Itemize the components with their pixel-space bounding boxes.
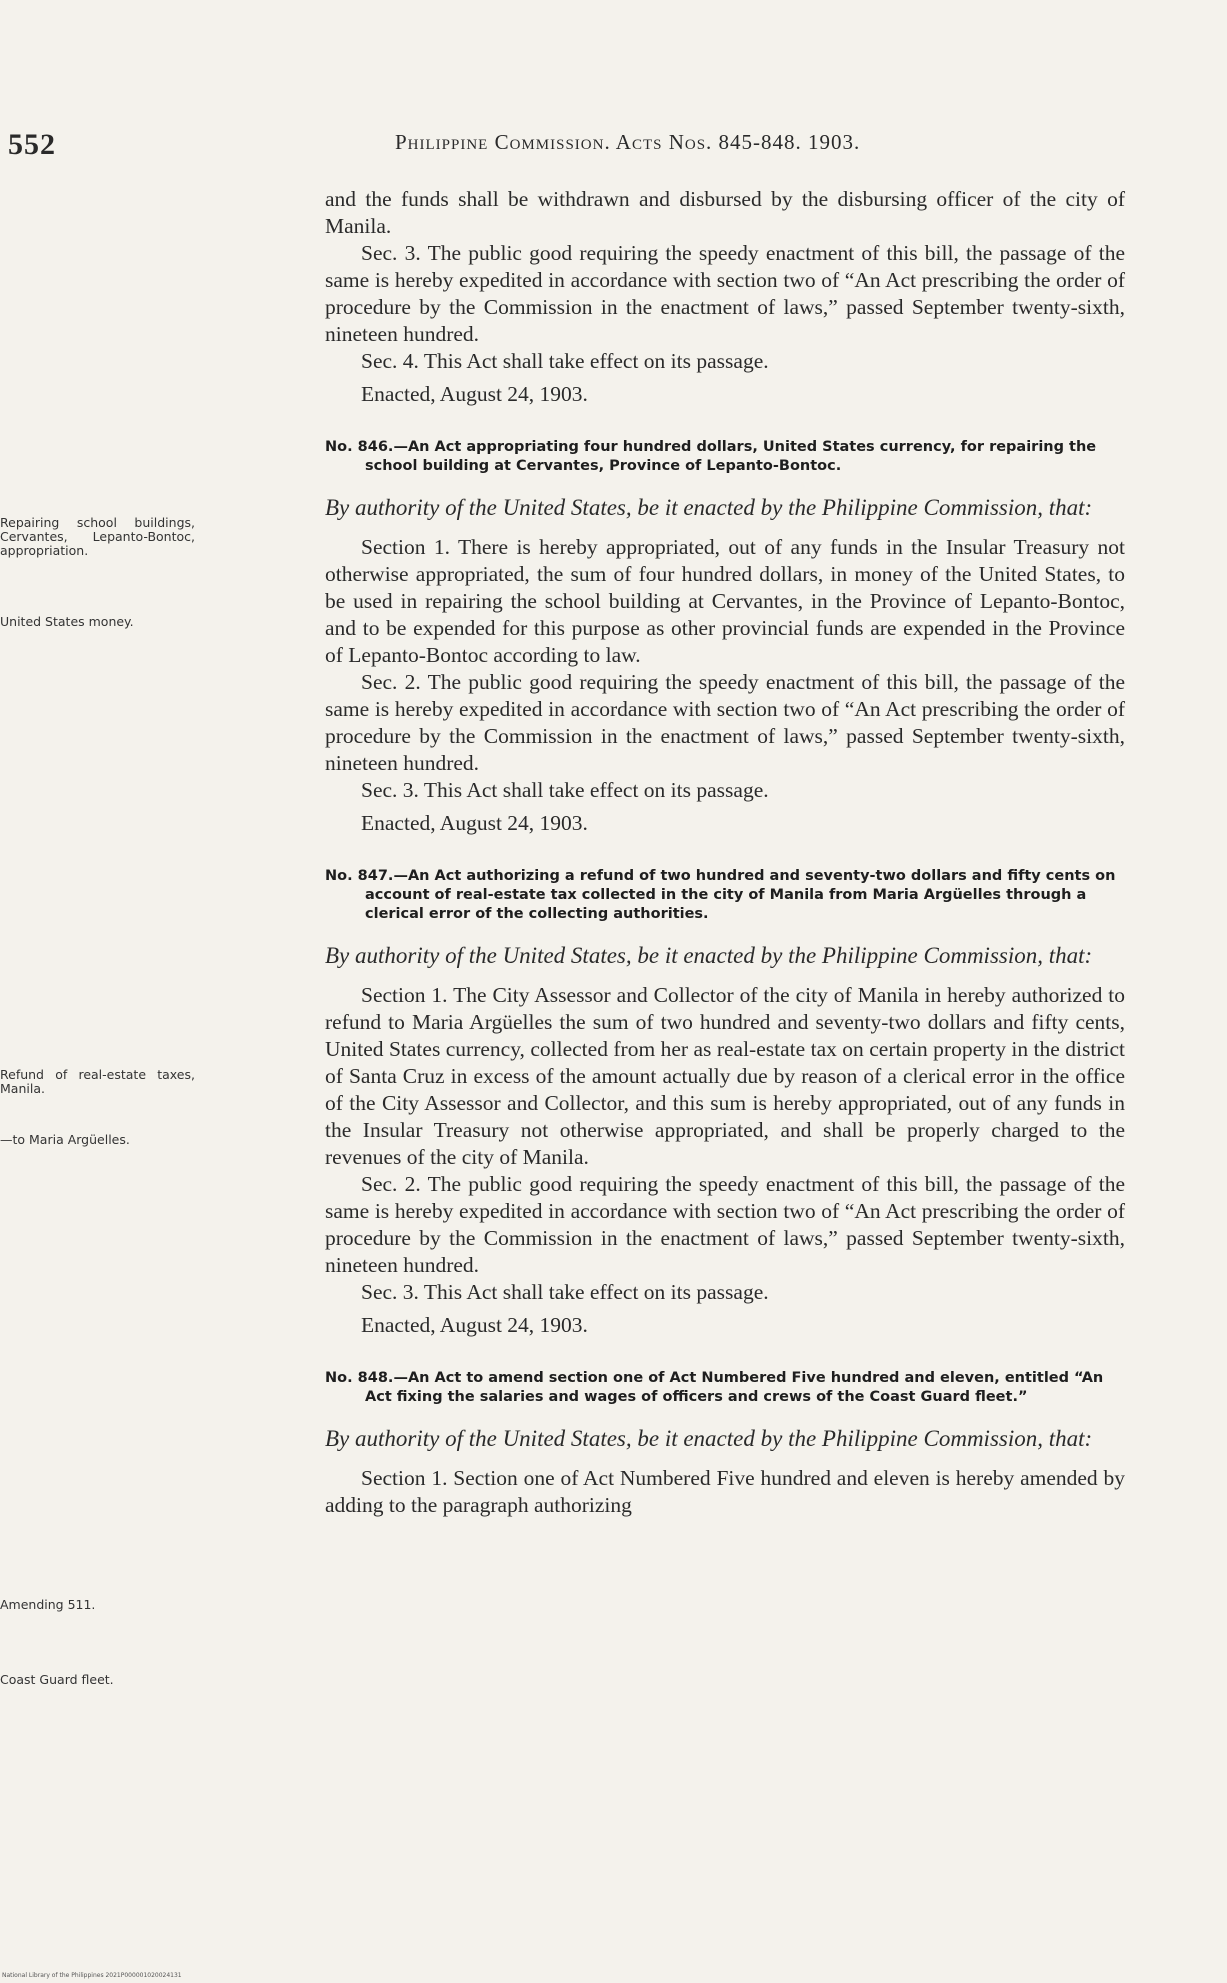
act846-title: —An Act appropriating four hundred dollars, United States currency, for repairing the school building at Cervantes, Province of Lepanto-Bontoc. — [365, 439, 1097, 474]
act846-heading — [325, 438, 1125, 476]
act847-authority: By authority of the United States, be it enacted by the Philippine Commission, that: — [325, 943, 1093, 968]
act847-sec3: Sec. 3. This Act shall take effect on its passage. — [361, 1280, 769, 1304]
act845-sec4: Sec. 4. This Act shall take effect on its passage. — [361, 349, 769, 373]
sidenote-act847-refund: Refund of real-estate taxes, Manila. — [0, 1067, 195, 1096]
sidenote-act846-repairing: Repairing school buildings, Cervantes, Lepanto-Bontoc, appropriation. — [0, 515, 195, 558]
act847-sec2: Sec. 2. The public good requiring the speedy enactment of this bill, the passage of the same is hereby expedited in accordance with section two of “An Act prescribing the order of procedure by the Commission in the enactment of laws,” passed September twenty-sixth, nineteen hundred. — [325, 1172, 1125, 1277]
act847-sec1: Section 1. The City Assessor and Collector of the city of Manila in hereby authorized to refund to Maria Argüelles the sum of two hundred and seventy-two dollars and fifty cents, United States currency, collected from her as real-estate tax on certain property in the district of Santa Cruz in excess of the amount actually due by reason of a clerical error in the office of the City Assessor and Collector, and this sum is hereby appropriated, out of any funds in the Insular Treasury not otherwise appropriated, and shall be properly charged to the revenues of the city of Manila. — [325, 983, 1125, 1169]
act845-enacted: Enacted, August 24, 1903. — [361, 382, 588, 406]
act846-number: No. 846. — [325, 439, 394, 455]
document-body — [325, 186, 1125, 1519]
act846-authority: By authority of the United States, be it enacted by the Philippine Commission, that: — [325, 495, 1093, 520]
sidenote-act847-arguelles: —to Maria Argüelles. — [0, 1132, 130, 1147]
act848-title: —An Act to amend section one of Act Numbered Five hundred and eleven, entitled “An Act fixing the salaries and wages of officers and crews of the Coast Guard fleet.” — [365, 1370, 1104, 1405]
act845-continuation: and the funds shall be withdrawn and disbursed by the disbursing officer of the city of Manila. — [325, 187, 1125, 238]
act848-number: No. 848. — [325, 1370, 394, 1386]
act847-heading — [325, 867, 1125, 924]
act847-number: No. 847. — [325, 868, 394, 884]
act846-enacted: Enacted, August 24, 1903. — [361, 811, 588, 835]
act845-sec3: Sec. 3. The public good requiring the speedy enactment of this bill, the passage of the same is hereby expedited in accordance with section two of “An Act prescribing the order of procedure by the Commission in the enactment of laws,” passed September twenty-sixth, nineteen hundred. — [325, 241, 1125, 346]
act847-enacted: Enacted, August 24, 1903. — [361, 1313, 588, 1337]
act846-sec2: Sec. 2. The public good requiring the speedy enactment of this bill, the passage of the same is hereby expedited in accordance with section two of “An Act prescribing the order of procedure by the Commission in the enactment of laws,” passed September twenty-sixth, nineteen hundred. — [325, 670, 1125, 775]
act847-title: —An Act authorizing a refund of two hundred and seventy-two dollars and fifty cents on account of real-estate tax collected in the city of Manila from Maria Argüelles through a clerical error of the collecting authorities. — [365, 868, 1116, 922]
act846-sec3: Sec. 3. This Act shall take effect on its passage. — [361, 778, 769, 802]
sidenote-act846-money: United States money. — [0, 614, 134, 629]
act848-sec1: Section 1. Section one of Act Numbered Five hundred and eleven is hereby amended by adding to the paragraph authorizing — [325, 1466, 1125, 1517]
scan-credit: National Library of the Philippines 2021P000001020024131 — [2, 1972, 182, 1979]
running-head: Philippine Commission. Acts Nos. 845-848. 1903. — [395, 130, 861, 154]
act846-sec1: Section 1. There is hereby appropriated, out of any funds in the Insular Treasury not otherwise appropriated, the sum of four hundred dollars, in money of the United States, to be used in repairing the school building at Cervantes, in the Province of Lepanto-Bontoc, and to be expended for this purpose as other provincial funds are expended in the Province of Lepanto-Bontoc according to law. — [325, 535, 1125, 667]
page-number: 552 — [8, 128, 56, 161]
act848-heading — [325, 1369, 1125, 1407]
act848-authority: By authority of the United States, be it enacted by the Philippine Commission, that: — [325, 1426, 1093, 1451]
sidenote-act848-coast-guard: Coast Guard fleet. — [0, 1672, 114, 1687]
sidenote-act848-amending: Amending 511. — [0, 1597, 96, 1612]
